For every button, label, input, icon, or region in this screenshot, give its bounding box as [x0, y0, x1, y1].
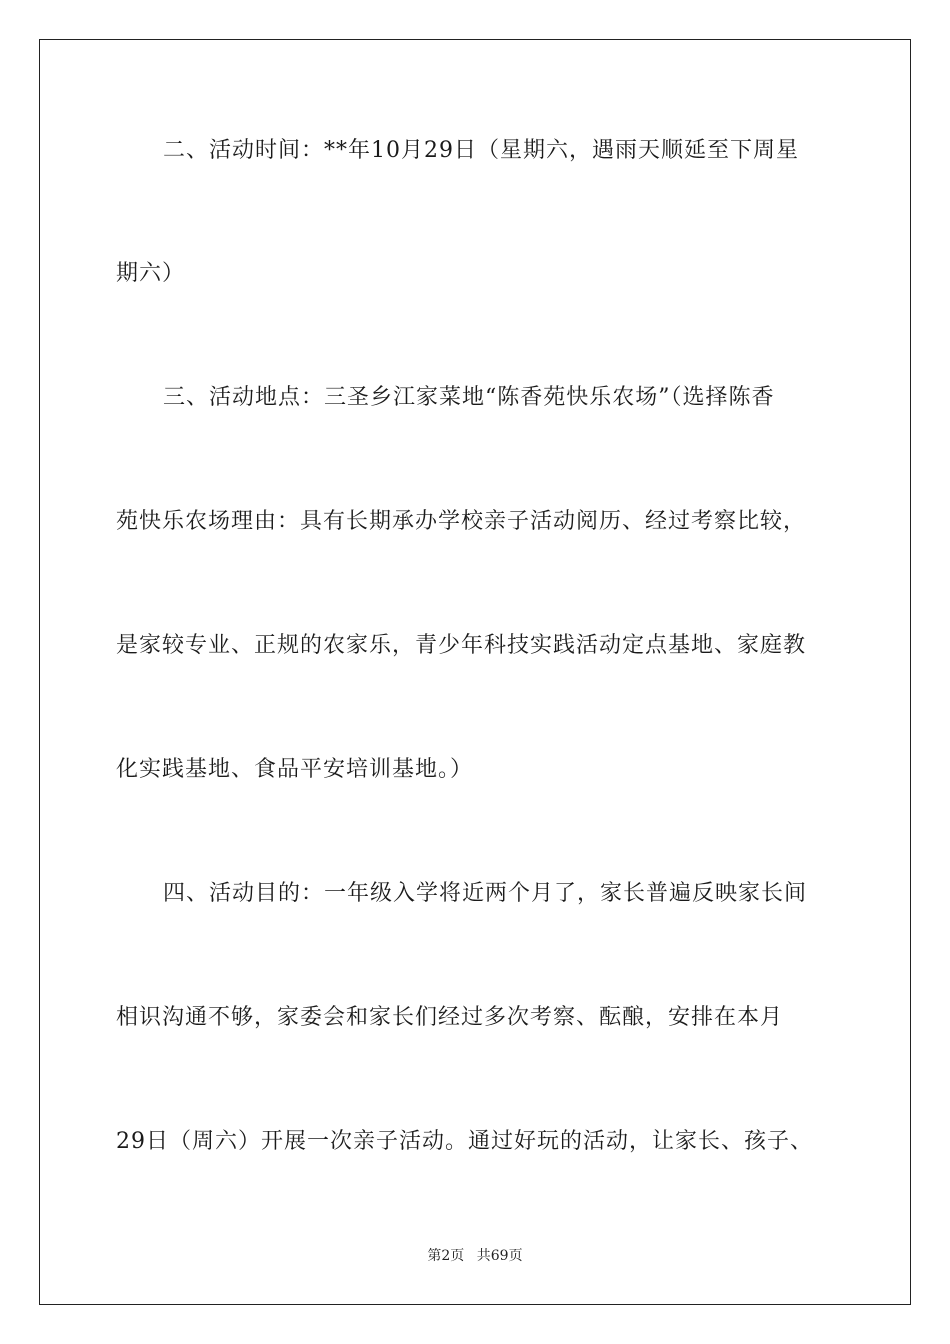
page-number: 第2页 — [427, 1248, 465, 1264]
paragraph-line: 三、活动地点：三圣乡江家菜地“陈香苑快乐农场”（选择陈香 — [163, 385, 775, 410]
paragraph-line: 期六） — [116, 261, 186, 286]
paragraph-line: 二、活动时间：**年10月29日（星期六，遇雨天顺延至下周星 — [163, 138, 799, 163]
paragraph-line: 苑快乐农场理由：具有长期承办学校亲子活动阅历、经过考察比较， — [116, 509, 807, 534]
paragraph-line: 是家较专业、正规的农家乐，青少年科技实践活动定点基地、家庭教 — [116, 633, 807, 658]
paragraph-line: 四、活动目的：一年级入学将近两个月了，家长普遍反映家长间 — [163, 881, 808, 906]
paragraph-line: 化实践基地、食品平安培训基地。） — [116, 757, 474, 782]
paragraph-line: 29日（周六）开展一次亲子活动。通过好玩的活动，让家长、孩子、 — [116, 1129, 813, 1154]
page-total: 共69页 — [476, 1248, 523, 1264]
page-frame — [39, 39, 911, 1305]
page-footer — [0, 1246, 950, 1266]
paragraph-line: 相识沟通不够，家委会和家长们经过多次考察、酝酿，安排在本月 — [116, 1005, 784, 1030]
